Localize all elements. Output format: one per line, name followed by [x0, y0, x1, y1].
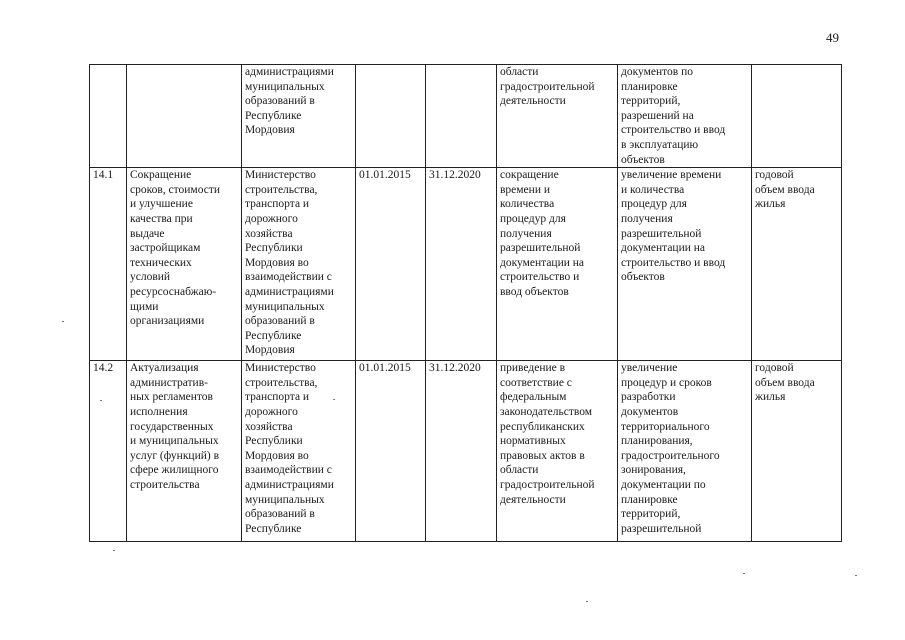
measure-name-cell: Актуализация административ- ных регламентов исполнения государственных и муниципальных услуг (функций) в сфере жилищного строительства: [127, 361, 242, 542]
scan-speck: [586, 601, 588, 602]
expected-result-cell: сокращение времени и количества процедур для получения разрешительной документации на строительство и ввод объектов: [497, 168, 618, 361]
scan-speck: [113, 550, 115, 551]
expected-result-cell: приведение в соответствие с федеральным законодательством республиканских нормативных правовых актов в области градостроительной деятельности: [497, 361, 618, 542]
start-date-cell: 01.01.2015: [356, 361, 426, 542]
scan-speck: [333, 399, 335, 400]
start-date-cell: 01.01.2015: [356, 168, 426, 361]
executor-cell: администрациями муниципальных образований в Республике Мордовия: [242, 65, 356, 168]
non-implementation-effect-cell: увеличение времени и количества процедур для получения разрешительной документации на строительство и ввод объектов: [618, 168, 752, 361]
executor-cell: Министерство строительства, транспорта и дорожного хозяйства Республики Мордовия во взаимодействии с администрациями муниципальных образований в Республике: [242, 361, 356, 542]
scan-speck: [743, 573, 745, 574]
indicator-cell: [752, 65, 842, 168]
row-number-cell: 14.1: [90, 168, 127, 361]
measure-name-cell: Сокращение сроков, стоимости и улучшение качества при выдаче застройщикам технических условий ресурсоснабжаю- щими организациями: [127, 168, 242, 361]
scan-speck: [62, 321, 64, 322]
plan-table: [89, 64, 842, 542]
end-date-cell: 31.12.2020: [426, 361, 497, 542]
table-row: [90, 361, 842, 542]
row-number-cell: 14.2: [90, 361, 127, 542]
indicator-cell: годовой объем ввода жилья: [752, 361, 842, 542]
start-date-cell: [356, 65, 426, 168]
non-implementation-effect-cell: увеличение процедур и сроков разработки документов территориального планирования, градостроительного зонирования, документации по планировке территорий, разрешительной: [618, 361, 752, 542]
scan-speck: [100, 400, 102, 401]
measure-name-cell: [127, 65, 242, 168]
end-date-cell: 31.12.2020: [426, 168, 497, 361]
non-implementation-effect-cell: документов по планировке территорий, разрешений на строительство и ввод в эксплуатацию объектов: [618, 65, 752, 168]
scan-speck: [855, 575, 857, 576]
table-row: [90, 65, 842, 168]
row-number-cell: [90, 65, 127, 168]
executor-cell: Министерство строительства, транспорта и дорожного хозяйства Республики Мордовия во взаимодействии с администрациями муниципальных образований в Республике Мордовия: [242, 168, 356, 361]
table-row: [90, 168, 842, 361]
indicator-cell: годовой объем ввода жилья: [752, 168, 842, 361]
end-date-cell: [426, 65, 497, 168]
expected-result-cell: области градостроительной деятельности: [497, 65, 618, 168]
page-number: 49: [826, 30, 839, 45]
